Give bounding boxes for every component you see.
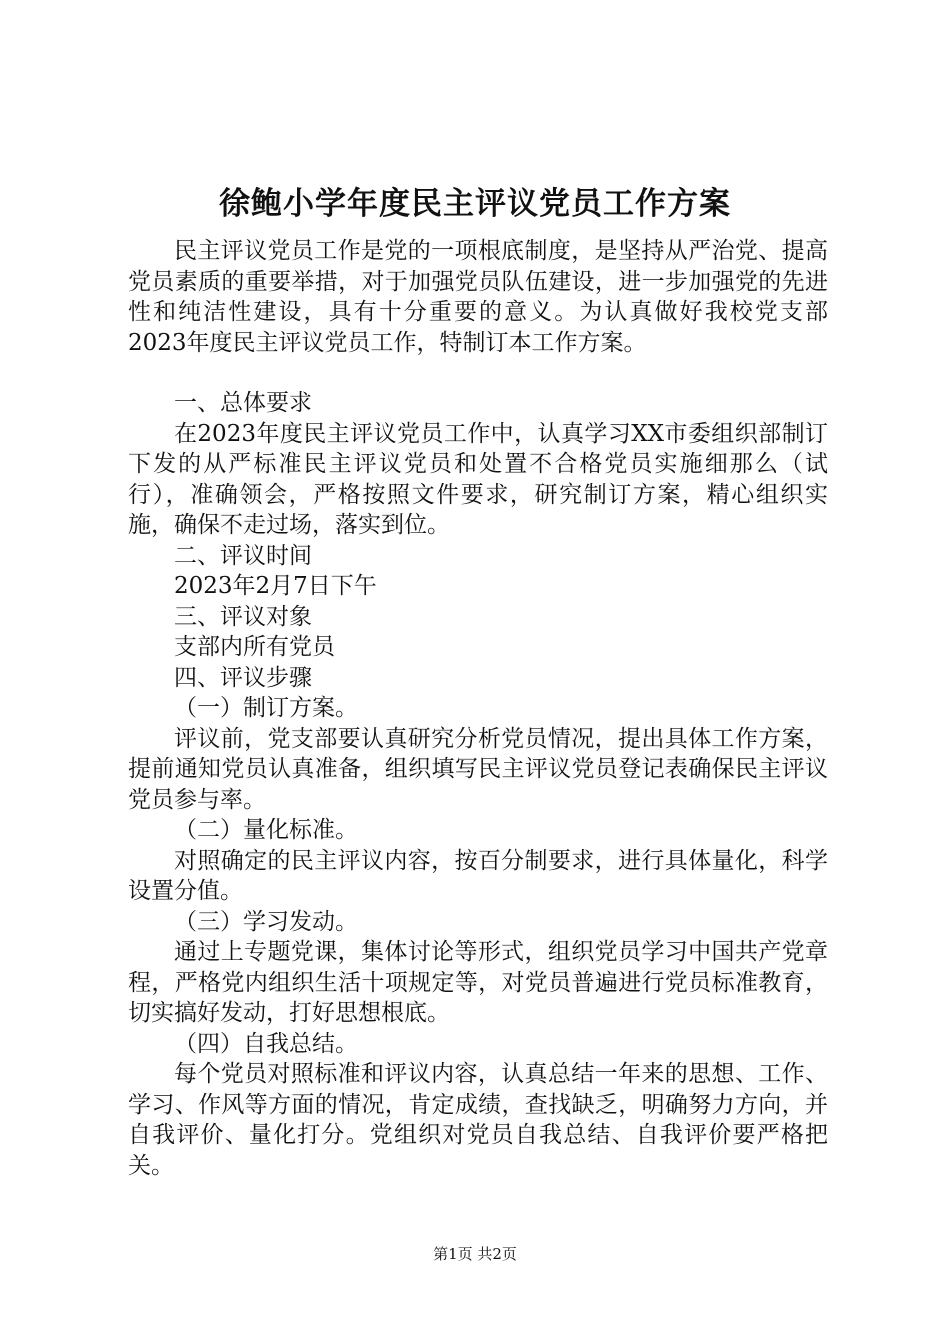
subheading-mobilization: （三）学习发动。	[174, 908, 358, 935]
plan-paragraph: 评议前，党支部要认真研究分析党员情况，提出具体工作方案，提前通知党员认真准备，组织填写民主评议党员登记表确保民主评议党员参与率。	[128, 725, 828, 813]
review-time-text: 2023年2月7日下午	[174, 573, 377, 599]
section-heading-general-requirements: 一、总体要求	[174, 390, 312, 416]
section-heading-review-targets: 三、评议对象	[174, 603, 312, 630]
general-requirements-paragraph: 在2023年度民主评议党员工作中，认真学习XX市委组织部制订下发的从严标准民主评议党员和处置不合格党员实施细那么（试行），准确领会，严格按照文件要求，研究制订方案，精心组织实施，确保不走过场，落实到位。	[128, 420, 828, 538]
self-summary-paragraph: 每个党员对照标准和评议内容，认真总结一年来的思想、工作、学习、作风等方面的情况，肯定成绩，查找缺乏，明确努力方向，并自我评价、量化打分。党组织对党员自我总结、自我评价要严格把关。	[128, 1061, 828, 1179]
standards-paragraph: 对照确定的民主评议内容，按百分制要求，进行具体量化，科学设置分值。	[128, 847, 828, 904]
intro-paragraph: 民主评议党员工作是党的一项根底制度，是坚持从严治党、提高党员素质的重要举措，对于加强党员队伍建设，进一步加强党的先进性和纯洁性建设，具有十分重要的意义。为认真做好我校党支部2023年度民主评议党员工作，特制订本工作方案。	[128, 238, 828, 356]
subheading-plan: （一）制订方案。	[174, 695, 358, 721]
section-heading-review-steps: 四、评议步骤	[174, 664, 312, 691]
review-targets-text: 支部内所有党员	[174, 634, 335, 660]
subheading-self-summary: （四）自我总结。	[174, 1030, 358, 1057]
document-title: 徐鲍小学年度民主评议党员工作方案	[219, 186, 731, 222]
mobilization-paragraph: 通过上专题党课，集体讨论等形式，组织党员学习中国共产党章程，严格党内组织生活十项规定等，对党员普遍进行党员标准教育，切实搞好发动，打好思想根底。	[128, 939, 828, 1026]
page-number-footer: 第1页 共2页	[433, 1245, 517, 1263]
section-heading-review-time: 二、评议时间	[174, 542, 312, 569]
subheading-standards: （二）量化标准。	[174, 817, 358, 843]
document-body	[128, 236, 828, 1181]
